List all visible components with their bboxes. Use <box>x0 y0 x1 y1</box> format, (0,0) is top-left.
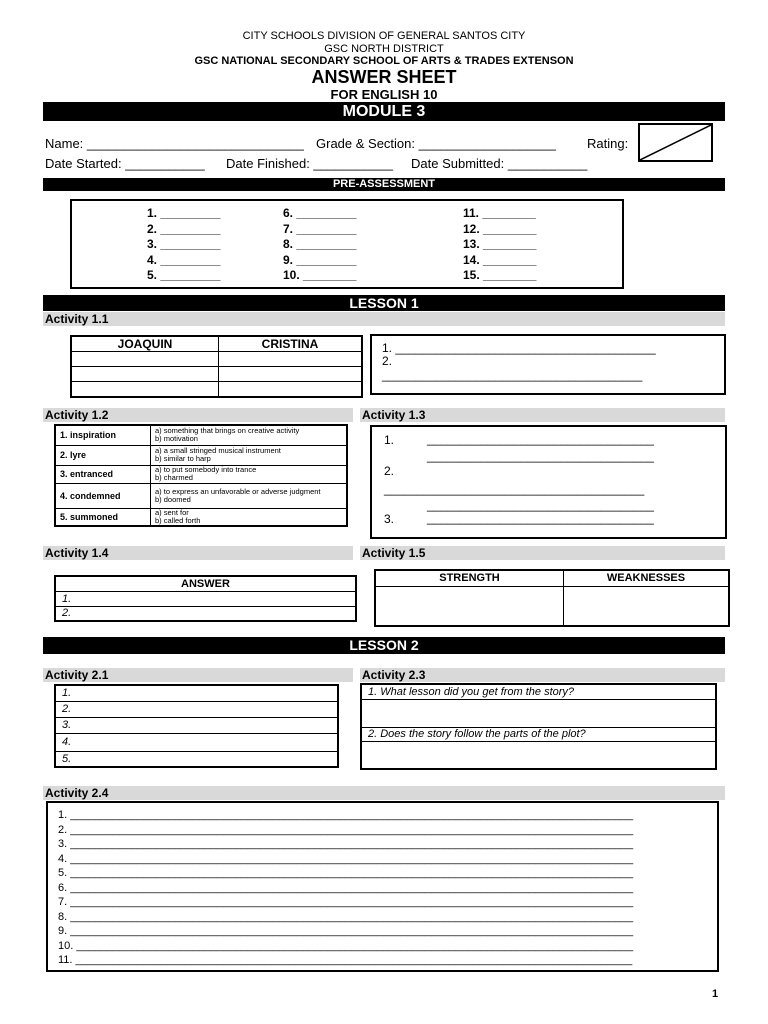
choice-a: a) to put somebody into trance <box>155 465 257 474</box>
vocab-term: 3. entranced <box>55 465 151 483</box>
answer-line[interactable]: __________________________________ <box>427 432 654 446</box>
answer-row[interactable]: 5. <box>55 751 338 767</box>
choice-a: a) to express an unfavorable or adverse judgment <box>155 486 321 496</box>
activity-2-3-title: Activity 2.3 <box>360 668 725 682</box>
activity-1-4-title: Activity 1.4 <box>43 546 353 560</box>
district-name: GSC NORTH DISTRICT <box>324 43 444 55</box>
answer-row[interactable]: 1. <box>55 591 356 606</box>
answer-line[interactable]: 2. ____________________________________________________________________________________________ <box>58 823 634 836</box>
answer-line[interactable]: _______________________________________ <box>384 482 645 496</box>
header-joaquin: JOAQUIN <box>71 336 219 352</box>
page-number: 1 <box>712 988 719 1000</box>
pre-assessment-banner: PRE-ASSESSMENT <box>43 178 725 191</box>
date-submitted-field[interactable]: Date Submitted: ___________ <box>411 156 588 171</box>
table-cell[interactable] <box>71 352 219 367</box>
activity-2-1-table <box>54 684 339 768</box>
sheet-title: ANSWER SHEET <box>311 67 457 87</box>
activity-1-2-table <box>54 424 348 527</box>
activity-2-1-title: Activity 2.1 <box>43 668 353 682</box>
item-number: 3. <box>384 512 395 526</box>
choice-a: a) sent for <box>155 507 189 517</box>
answer-row[interactable]: 1. <box>55 685 338 701</box>
pre-item[interactable]: 1. _________ <box>147 206 221 220</box>
answer-line[interactable]: 4. ____________________________________________________________________________________________ <box>58 852 634 865</box>
vocab-term: 2. lyre <box>55 445 151 465</box>
rating-label: Rating: <box>587 136 629 151</box>
vocab-choices[interactable] <box>151 483 348 508</box>
activity-1-1-answer-box[interactable] <box>370 334 726 395</box>
answer-line[interactable]: 2. <box>382 354 393 368</box>
pre-item[interactable]: 10. ________ <box>283 268 357 282</box>
table-cell[interactable] <box>219 367 363 382</box>
pre-item[interactable]: 6. _________ <box>283 206 357 220</box>
lesson-2-banner: LESSON 2 <box>43 637 725 654</box>
answer-line[interactable]: __________________________________ <box>427 498 654 512</box>
pre-assessment-box <box>70 199 624 289</box>
date-finished-field[interactable]: Date Finished: ___________ <box>226 156 393 171</box>
answer-cell[interactable] <box>361 699 716 727</box>
grade-section-field[interactable]: Grade & Section: ___________________ <box>316 136 556 151</box>
activity-1-5-title: Activity 1.5 <box>360 546 725 560</box>
activity-1-1-table <box>70 335 363 398</box>
header-strength: STRENGTH <box>375 570 564 586</box>
pre-item[interactable]: 7. _________ <box>283 221 357 236</box>
header-weaknesses: WEAKNESSES <box>564 570 730 586</box>
answer-line[interactable]: 3. ____________________________________________________________________________________________ <box>58 838 634 850</box>
question-2: 2. Does the story follow the parts of the plot? <box>361 727 716 741</box>
name-field[interactable]: Name: ______________________________ <box>45 136 304 151</box>
date-started-field[interactable]: Date Started: ___________ <box>45 156 205 171</box>
answer-line[interactable]: __________________________________ <box>427 511 654 525</box>
answer-line[interactable]: 1. ____________________________________________________________________________________________ <box>58 809 634 821</box>
activity-1-2-title: Activity 1.2 <box>43 408 353 422</box>
choice-b: b) charmed <box>155 473 193 482</box>
choice-a: a) something that brings on creative activity <box>155 426 300 436</box>
vocab-choices[interactable] <box>151 465 348 483</box>
strength-cell[interactable] <box>375 586 564 626</box>
table-cell[interactable] <box>219 382 363 397</box>
activity-2-4-title: Activity 2.4 <box>43 786 725 800</box>
vocab-term: 4. condemned <box>55 483 151 508</box>
weakness-cell[interactable] <box>564 586 730 626</box>
rating-diagonal <box>640 125 711 160</box>
activity-1-1-title: Activity 1.1 <box>43 312 725 326</box>
pre-item[interactable]: 9. _________ <box>283 252 357 267</box>
answer-header: ANSWER <box>55 576 356 591</box>
lesson-1-banner: LESSON 1 <box>43 295 725 311</box>
pre-item[interactable]: 15. ________ <box>463 268 537 282</box>
vocab-choices[interactable] <box>151 425 348 445</box>
answer-row[interactable]: 2. <box>55 606 356 621</box>
choice-a: a) a small stringed musical instrument <box>155 446 281 455</box>
vocab-term: 1. inspiration <box>55 425 151 445</box>
answer-line[interactable]: _______________________________________ <box>382 368 643 382</box>
pre-item[interactable]: 4. _________ <box>147 252 221 267</box>
pre-col-3 <box>463 206 536 284</box>
activity-2-3-table <box>360 683 717 770</box>
activity-1-4-table <box>54 575 357 622</box>
question-1: 1. What lesson did you get from the story? <box>361 684 716 699</box>
vocab-choices[interactable] <box>151 445 348 465</box>
pre-item[interactable]: 8. _________ <box>283 237 357 251</box>
pre-item[interactable]: 11. ________ <box>463 206 536 220</box>
answer-line[interactable]: 11. ___________________________________________________________________________________________ <box>58 954 633 966</box>
header-cristina: CRISTINA <box>219 336 363 352</box>
answer-row[interactable]: 4. <box>55 733 338 751</box>
choice-b: b) motivation <box>155 434 198 444</box>
activity-1-3-title: Activity 1.3 <box>360 408 725 422</box>
answer-line[interactable]: 6. ____________________________________________________________________________________________ <box>58 881 634 894</box>
answer-row[interactable]: 3. <box>55 717 338 733</box>
answer-row[interactable]: 2. <box>55 701 338 717</box>
pre-item[interactable]: 12. ________ <box>463 221 537 236</box>
activity-1-3-box[interactable] <box>370 425 727 539</box>
table-cell[interactable] <box>71 382 219 397</box>
pre-item[interactable]: 13. ________ <box>463 237 537 251</box>
activity-1-5-table <box>374 569 730 627</box>
pre-col-1 <box>147 206 220 284</box>
choice-b: b) doomed <box>155 494 191 504</box>
choice-b: b) called forth <box>155 515 201 525</box>
answer-line[interactable]: 1. _______________________________________ <box>382 341 656 355</box>
item-number: 1. <box>384 433 395 447</box>
item-number: 2. <box>384 464 395 478</box>
answer-line[interactable]: __________________________________ <box>427 449 654 463</box>
table-cell[interactable] <box>219 352 363 367</box>
table-cell[interactable] <box>71 367 219 382</box>
activity-2-4-box[interactable] <box>46 801 719 972</box>
answer-line[interactable]: 5. ____________________________________________________________________________________________ <box>58 867 634 879</box>
pre-col-2 <box>283 206 356 284</box>
vocab-choices[interactable] <box>151 508 348 526</box>
sheet-subtitle: FOR ENGLISH 10 <box>330 87 438 102</box>
answer-line[interactable]: 9. ____________________________________________________________________________________________ <box>58 925 634 937</box>
choice-b: b) similar to harp <box>155 454 211 463</box>
rating-box[interactable] <box>638 123 713 162</box>
module-banner: MODULE 3 <box>43 102 725 121</box>
answer-line[interactable]: 10. ___________________________________________________________________________________________ <box>58 939 634 952</box>
answer-cell[interactable] <box>361 741 716 769</box>
division-name: CITY SCHOOLS DIVISION OF GENERAL SANTOS CITY <box>242 30 526 42</box>
school-name: GSC NATIONAL SECONDARY SCHOOL OF ARTS & TRADES EXTENSON <box>194 55 574 67</box>
vocab-term: 5. summoned <box>55 508 151 526</box>
answer-line[interactable]: 8. ____________________________________________________________________________________________ <box>58 910 634 923</box>
pre-item[interactable]: 5. _________ <box>147 268 221 282</box>
pre-item[interactable]: 3. _________ <box>147 237 221 251</box>
pre-item[interactable]: 2. _________ <box>147 221 221 236</box>
activity-2-4-lines <box>58 808 633 968</box>
pre-item[interactable]: 14. ________ <box>463 252 537 267</box>
answer-line[interactable]: 7. ____________________________________________________________________________________________ <box>58 896 634 908</box>
